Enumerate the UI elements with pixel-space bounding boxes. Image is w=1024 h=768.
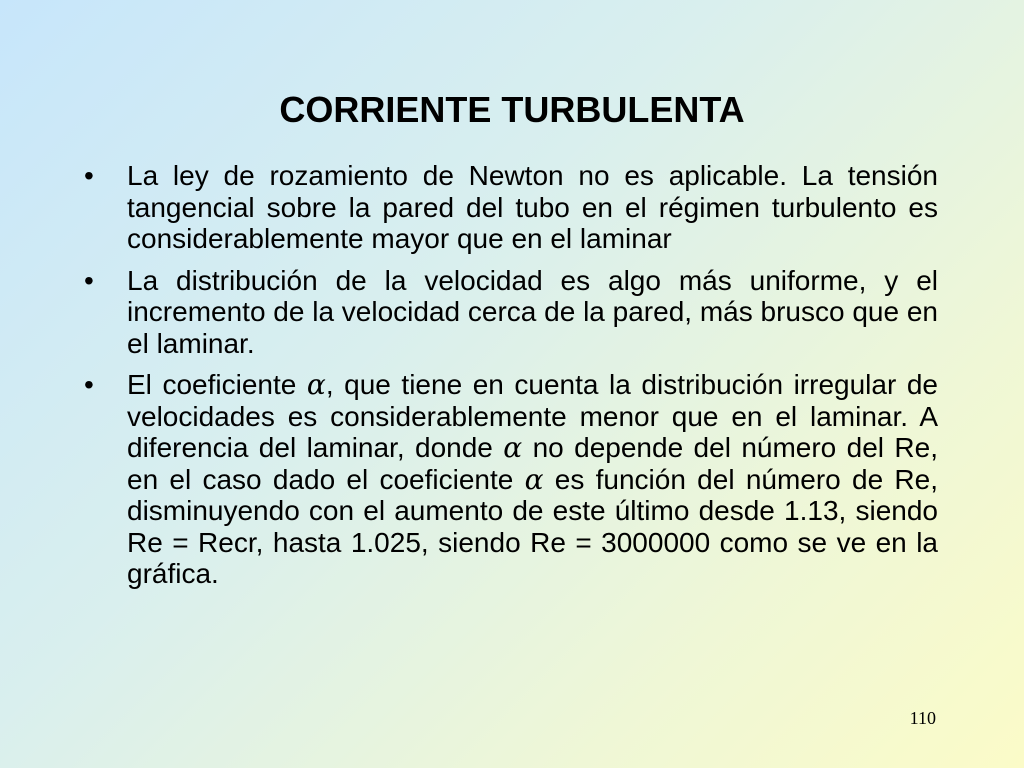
- alpha-symbol: α: [503, 431, 523, 464]
- bullet-text-3-part-1: El coeficiente: [127, 369, 307, 400]
- bullet-text-3-part-3: no depende del número del Re, en el caso dado el coeficiente: [127, 432, 938, 495]
- bullet-item-3: [82, 369, 938, 590]
- bullet-text-3-part-4: es función del número de Re, disminuyendo con el aumento de este último desde 1.13, siendo Re = Recr, hasta 1.025, siendo Re = 3000000 como se ve en la gráfica.: [127, 463, 938, 589]
- bullet-text-3-part-2: , que tiene en cuenta la distribución irregular de velocidades es considerablemente menor que en el laminar. A diferencia del laminar, donde: [127, 369, 938, 463]
- bullet-item-1: [82, 160, 938, 255]
- bullet-dot-icon: •: [84, 369, 94, 400]
- bullet-text-2: La distribución de la velocidad es algo más uniforme, y el incremento de la velocidad cerca de la pared, más brusco que en el laminar.: [127, 264, 938, 359]
- page-number: 110: [909, 708, 936, 728]
- bullet-text-1: La ley de rozamiento de Newton no es aplicable. La tensión tangencial sobre la pared del tubo en el régimen turbulento es considerablemente mayor que en el laminar: [127, 160, 938, 254]
- alpha-symbol: α: [306, 368, 326, 401]
- slide-title: CORRIENTE TURBULENTA: [279, 89, 745, 130]
- bullet-text-3: [127, 369, 938, 589]
- bullet-dot-icon: •: [84, 264, 94, 296]
- alpha-symbol: α: [524, 462, 544, 496]
- bullet-list: [82, 160, 938, 600]
- bullet-dot-icon: •: [84, 160, 94, 191]
- bullet-item-2: [82, 265, 938, 360]
